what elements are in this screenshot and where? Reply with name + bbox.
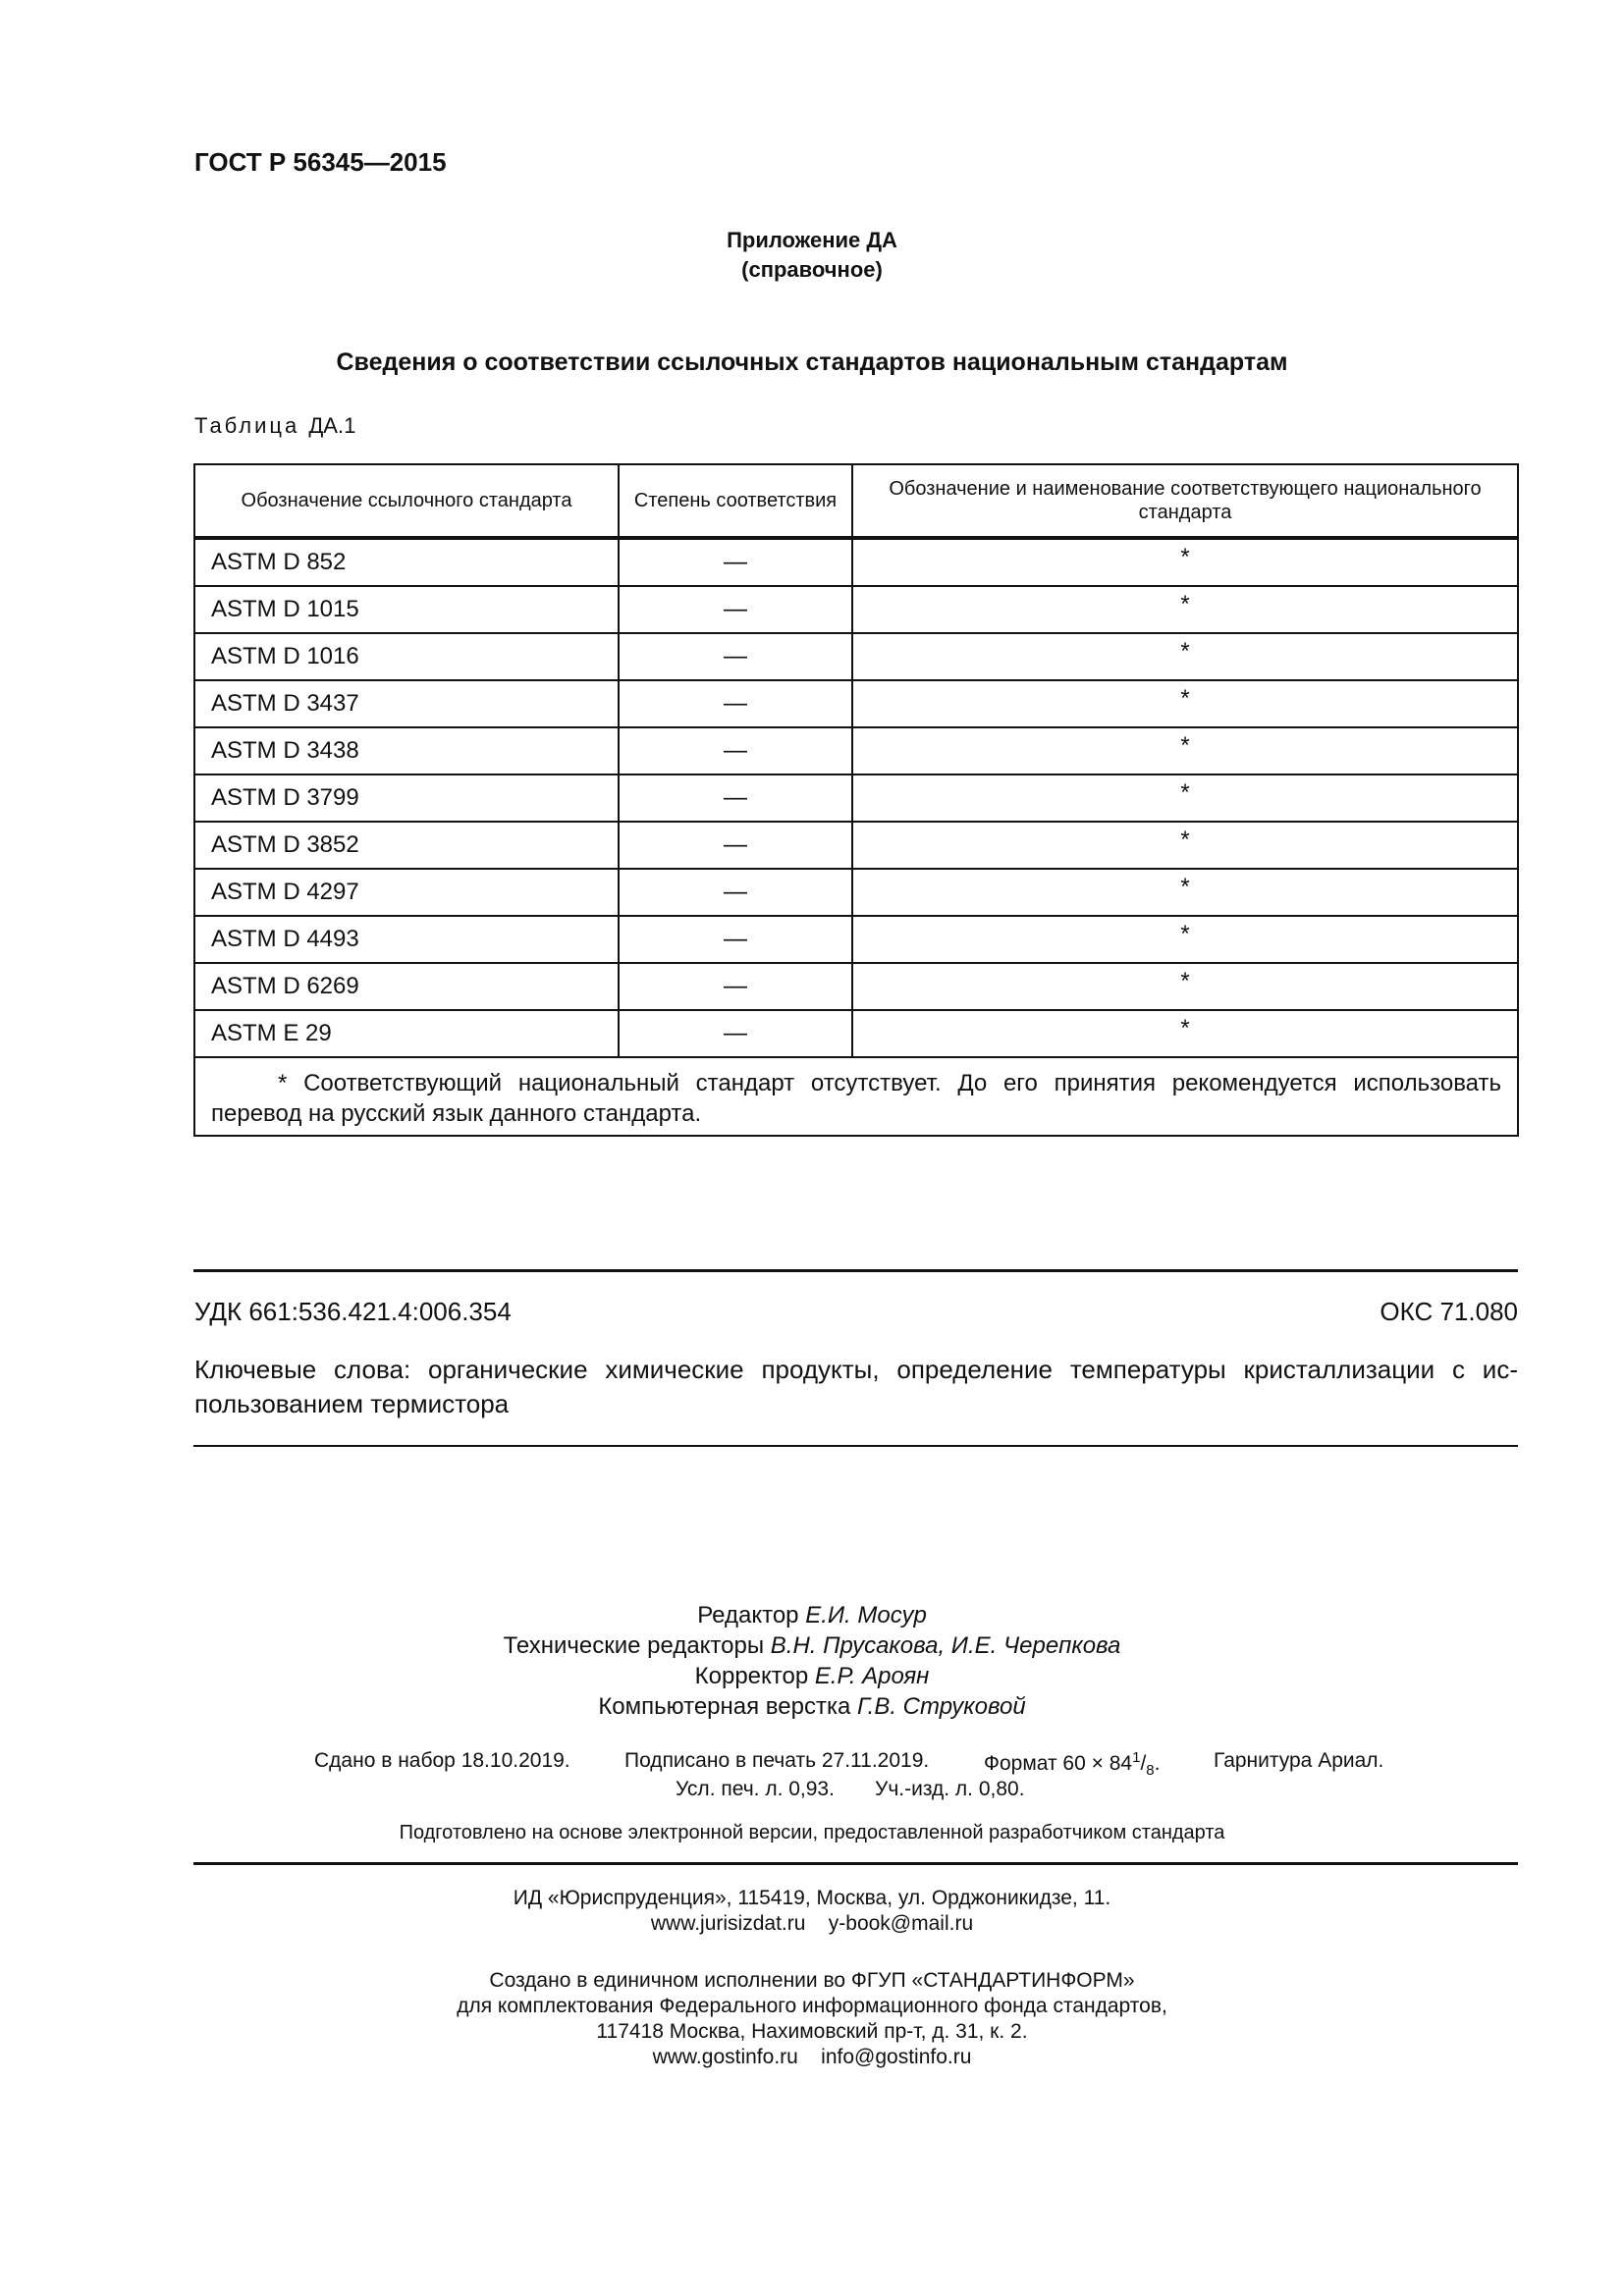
creator-line-3: 117418 Москва, Нахимовский пр-т, д. 31, к. 2. (596, 2020, 1028, 2043)
column-header-reference: Обозначение ссылочного стандарта (194, 464, 619, 538)
table-row (194, 869, 1518, 916)
table-label-number: ДА.1 (308, 413, 356, 438)
corrector-name: Е.Р. Ароян (814, 1663, 930, 1689)
creator-email[interactable]: info@gostinfo.ru (821, 2046, 972, 2068)
document-code: ГОСТ Р 56345—2015 (194, 147, 447, 177)
table-row (194, 727, 1518, 774)
table-row (194, 538, 1518, 586)
layout-label: Компьютерная верстка (598, 1693, 851, 1720)
cell-degree: — (619, 586, 852, 633)
table-row (194, 916, 1518, 963)
table-row (194, 963, 1518, 1010)
credit-corrector (0, 1661, 1624, 1691)
section-title: Сведения о соответствии ссылочных стандартов национальным стандартам (336, 348, 1288, 376)
divider-publisher (193, 1862, 1518, 1865)
creator-line-1: Создано в единичном исполнении во ФГУП «СТАНДАРТИНФОРМ» (489, 1969, 1135, 1992)
cell-code: ASTM D 4297 (194, 869, 619, 916)
cell-national: * (852, 916, 1518, 963)
column-header-national: Обозначение и наименование соответствующего национального стандарта (852, 464, 1518, 538)
appendix-title: Приложение ДА (727, 228, 897, 252)
publisher-address: ИД «Юриспруденция», 115419, Москва, ул. Орджоникидзе, 11. (513, 1887, 1111, 1909)
table-label (194, 413, 355, 439)
format-prefix: Формат 60 × 84 (984, 1752, 1133, 1775)
cell-code: ASTM D 1015 (194, 586, 619, 633)
cell-national: * (852, 1010, 1518, 1057)
cell-degree: — (619, 869, 852, 916)
cell-national: * (852, 963, 1518, 1010)
cell-code: ASTM D 3852 (194, 822, 619, 869)
tech-editors-names: В.Н. Прусакова, И.Е. Черепкова (770, 1632, 1121, 1659)
cell-code: ASTM D 6269 (194, 963, 619, 1010)
cell-national: * (852, 774, 1518, 822)
table-row (194, 774, 1518, 822)
prepared-note: Подготовлено на основе электронной версии, предоставленной разработчиком стандарта (399, 1822, 1225, 1843)
cell-degree: — (619, 822, 852, 869)
table-label-word: Таблица (194, 413, 300, 438)
column-header-degree: Степень соответствия (619, 464, 852, 538)
editor-label: Редактор (697, 1602, 799, 1629)
oks-code: ОКС 71.080 (1380, 1297, 1518, 1326)
cell-code: ASTM D 4493 (194, 916, 619, 963)
print-signed-date: Подписано в печать 27.11.2019. (624, 1749, 930, 1772)
cell-degree: — (619, 916, 852, 963)
cell-national: * (852, 680, 1518, 727)
format-numerator: 1 (1132, 1749, 1141, 1766)
creator-site[interactable]: www.gostinfo.ru (652, 2046, 798, 2068)
cell-national: * (852, 586, 1518, 633)
cell-degree: — (619, 727, 852, 774)
corrector-label: Корректор (694, 1663, 809, 1689)
cell-code: ASTM D 852 (194, 538, 619, 586)
credit-layout (0, 1691, 1624, 1722)
table-row (194, 633, 1518, 680)
table-header-row (194, 464, 1518, 538)
print-sheets: Усл. печ. л. 0,93. (676, 1778, 835, 1800)
cell-code: ASTM D 3437 (194, 680, 619, 727)
layout-name: Г.В. Струковой (857, 1693, 1026, 1720)
cell-national: * (852, 538, 1518, 586)
table-row (194, 822, 1518, 869)
editor-name: Е.И. Мосур (805, 1602, 927, 1629)
credit-tech-editors (0, 1630, 1624, 1661)
creator-line-2: для комплектования Федерального информационного фонда стандартов, (457, 1995, 1167, 2017)
divider-top (193, 1269, 1518, 1272)
cell-code: ASTM E 29 (194, 1010, 619, 1057)
cell-code: ASTM D 1016 (194, 633, 619, 680)
keywords: Ключевые слова: органические химические продукты, определение температуры кристаллизации с ис-пользованием термистора (194, 1355, 1518, 1418)
format-suffix: . (1154, 1752, 1161, 1775)
print-font: Гарнитура Ариал. (1214, 1749, 1384, 1772)
print-format: Формат $60 \times 84^1/_8$. (984, 1749, 1161, 1780)
cell-degree: — (619, 963, 852, 1010)
table-row (194, 1010, 1518, 1057)
appendix-kind: (справочное) (741, 257, 883, 282)
publisher-email[interactable]: y-book@mail.ru (828, 1912, 974, 1935)
table-note-row (194, 1057, 1518, 1136)
print-pub-sheets: Уч.-изд. л. 0,80. (875, 1778, 1025, 1800)
credit-editor (0, 1600, 1624, 1630)
cell-code: ASTM D 3438 (194, 727, 619, 774)
format-denominator: 8 (1146, 1762, 1155, 1780)
udk-code: УДК 661:536.421.4:006.354 (194, 1297, 512, 1326)
cell-degree: — (619, 680, 852, 727)
divider-keywords (193, 1445, 1518, 1447)
table-row (194, 680, 1518, 727)
table-row (194, 586, 1518, 633)
creator-contacts (0, 2045, 1624, 2070)
cell-code: ASTM D 3799 (194, 774, 619, 822)
reference-standards-table (193, 463, 1519, 1137)
cell-national: * (852, 727, 1518, 774)
cell-national: * (852, 633, 1518, 680)
print-typeset-date: Сдано в набор 18.10.2019. (314, 1749, 570, 1772)
cell-degree: — (619, 538, 852, 586)
cell-degree: — (619, 774, 852, 822)
cell-national: * (852, 822, 1518, 869)
cell-degree: — (619, 633, 852, 680)
publisher-contacts (0, 1911, 1624, 1937)
tech-editors-label: Технические редакторы (503, 1632, 765, 1659)
cell-national: * (852, 869, 1518, 916)
cell-degree: — (619, 1010, 852, 1057)
publisher-site[interactable]: www.jurisizdat.ru (650, 1912, 806, 1935)
table-footnote: * Соответствующий национальный стандарт отсутствует. До его принятия рекомендуется использовать перевод на русский язык данного стандарта. (194, 1057, 1518, 1136)
